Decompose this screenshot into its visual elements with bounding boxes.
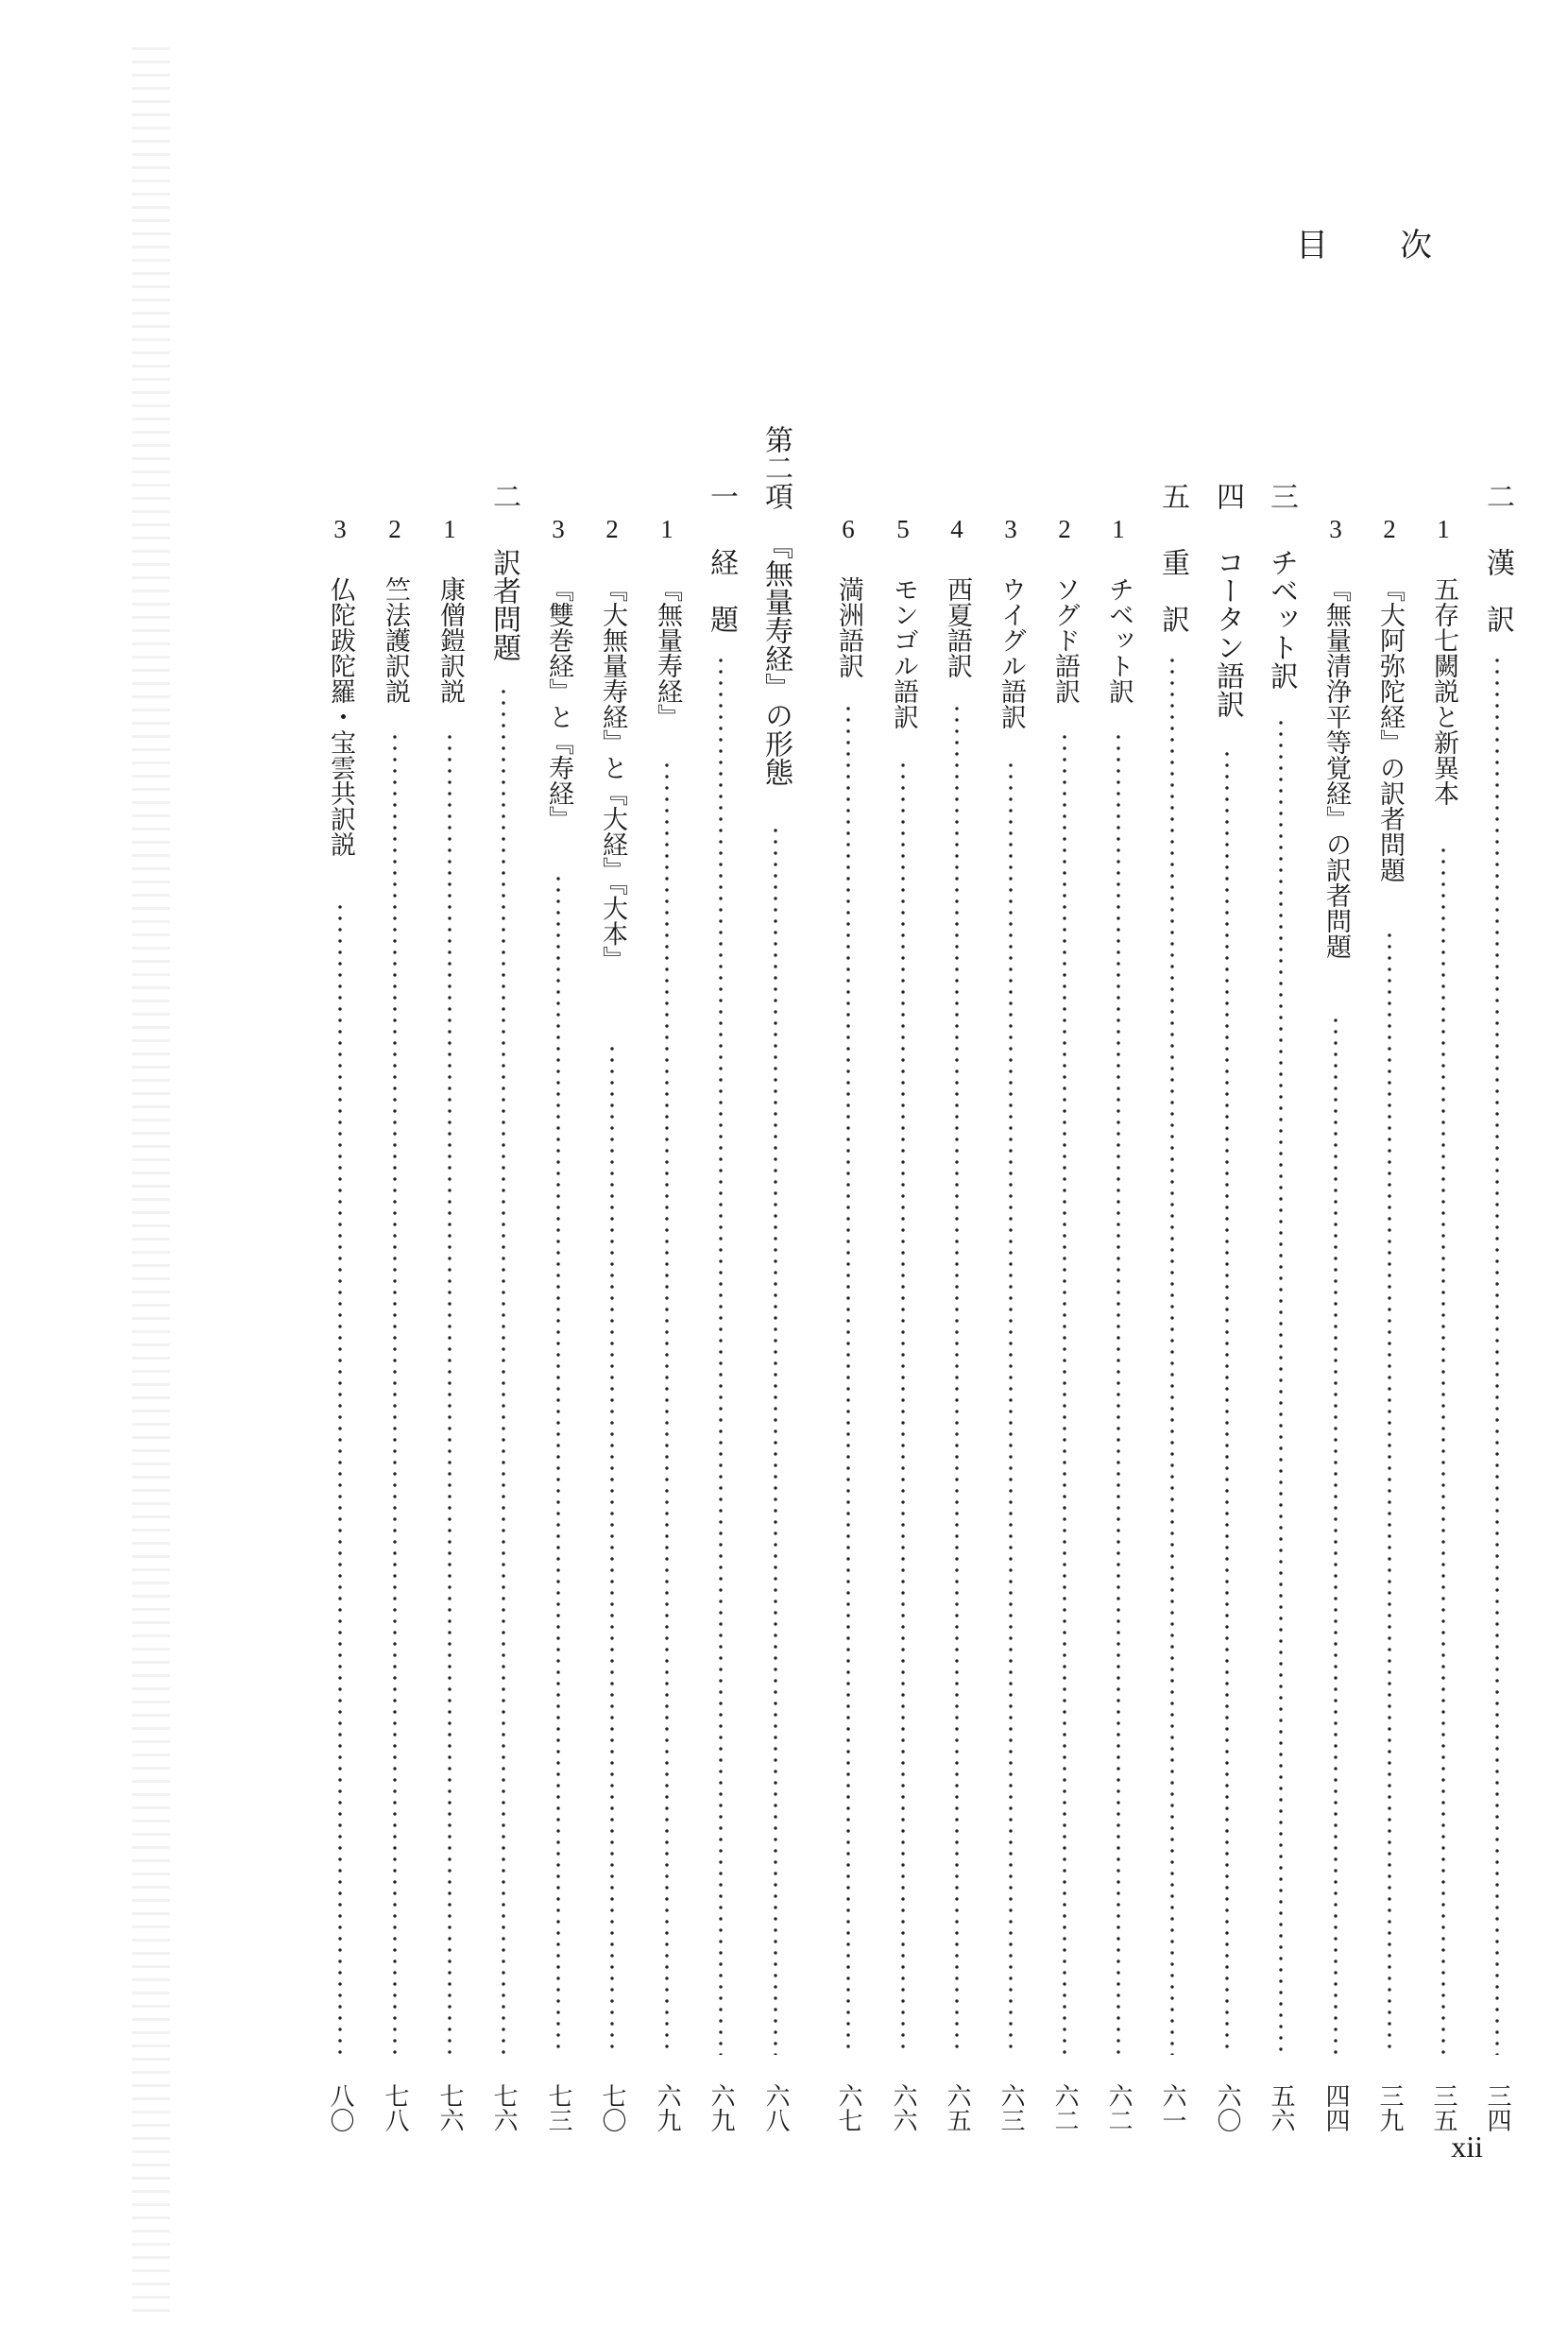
toc-leader-dots [1495, 655, 1499, 2055]
toc-entry[interactable] [1092, 0, 1145, 2344]
toc-leader-dots [502, 686, 505, 2055]
toc-page-number: 七六 [489, 2083, 518, 2132]
toc-entry-number: 1 [443, 515, 456, 543]
header-char-2: 次 [1400, 227, 1432, 265]
toc-entry-title: 『大阿弥陀経』の訳者問題 [1375, 576, 1405, 882]
toc-entry-number: 3 [1004, 515, 1017, 543]
toc-leader-dots [393, 731, 397, 2055]
toc-entry-title: 康僧鎧訳説 [435, 576, 465, 704]
toc-entry-number: 3 [333, 515, 347, 543]
toc-page-number: 六五 [943, 2083, 971, 2132]
toc-leader-dots [1334, 1015, 1338, 2055]
toc-leader-dots [338, 901, 342, 2055]
toc-entry[interactable] [822, 0, 875, 2344]
toc-entry[interactable] [930, 0, 983, 2344]
toc-entry-title: 訳者問題 [487, 548, 520, 661]
toc-leader-dots [1225, 748, 1229, 2055]
toc-page-number: 六八 [761, 2083, 790, 2132]
toc-entry-title: 漢 訳 [1481, 548, 1514, 633]
toc-entry[interactable] [1254, 0, 1307, 2344]
toc-leader-dots [846, 703, 850, 2055]
toc-entry[interactable] [1201, 0, 1253, 2344]
toc-entry-title: 『無量清浄平等覚経』の訳者問題 [1321, 576, 1351, 959]
toc-entry[interactable] [984, 0, 1037, 2344]
toc-page-number: 六二 [1104, 2083, 1133, 2132]
toc-page-number: 六三 [997, 2083, 1025, 2132]
toc-entry-title: 竺法護訳説 [381, 576, 410, 704]
toc-page-number: 七八 [381, 2083, 409, 2132]
toc-entry[interactable] [1471, 0, 1524, 2344]
toc-entry[interactable] [1146, 0, 1199, 2344]
toc-entry[interactable] [477, 0, 530, 2344]
toc-entry-number: 4 [950, 515, 963, 543]
toc-entry-title: 五存七闕説と新異本 [1429, 576, 1458, 806]
toc-entry-title: 『雙巻経』と『寿経』 [544, 576, 573, 831]
toc-page-number: 六〇 [1213, 2083, 1241, 2132]
toc-page-number: 三五 [1429, 2083, 1457, 2132]
toc-entry-title: モンゴル語訳 [889, 576, 918, 729]
toc-entry-number: 1 [1437, 515, 1450, 543]
toc-entry-number: 一 [705, 482, 738, 510]
toc-page-number: 七〇 [598, 2083, 626, 2132]
toc-entry-number: 2 [605, 515, 619, 543]
toc-leader-dots [610, 1043, 614, 2055]
toc-entry[interactable] [532, 0, 585, 2344]
toc-page-number: 六一 [1158, 2083, 1186, 2132]
toc-entry[interactable] [1363, 0, 1416, 2344]
toc-entry[interactable] [877, 0, 929, 2344]
toc-entry-title: 経 題 [705, 548, 738, 633]
toc-page-number: 四四 [1321, 2083, 1350, 2132]
toc-entry-title: チベット訳 [1265, 548, 1298, 690]
toc-entry-title: ウイグル語訳 [997, 576, 1026, 729]
toc-entry-title: チベット訳 [1104, 576, 1133, 704]
toc-page-number: 六七 [834, 2083, 862, 2132]
toc-entry-title: 『無量寿経』の形態 [759, 531, 793, 786]
toc-entry[interactable] [1038, 0, 1091, 2344]
toc-entry-title: コータン語訳 [1211, 548, 1244, 718]
toc-leader-dots [901, 760, 905, 2055]
toc-page-number: 六六 [889, 2083, 917, 2132]
toc-entry-number: 3 [552, 515, 565, 543]
toc-page-number: 三四 [1483, 2083, 1511, 2132]
toc-entry[interactable] [586, 0, 639, 2344]
toc-entry-number: 二 [1481, 482, 1514, 510]
toc-entry-title: 満洲語訳 [834, 576, 863, 678]
toc-entry-title: ソグド語訳 [1050, 576, 1080, 704]
toc-entry-number: 五 [1156, 482, 1189, 510]
toc-leader-dots [955, 703, 959, 2055]
toc-page-number: 七三 [544, 2083, 572, 2132]
toc-entry-number: 2 [1383, 515, 1396, 543]
toc-entry-number: 2 [388, 515, 401, 543]
toc-leader-dots [665, 760, 669, 2055]
toc-leader-dots [556, 873, 560, 2055]
toc-entry[interactable] [1417, 0, 1470, 2344]
toc-page-number: 六九 [707, 2083, 735, 2132]
toc-entry[interactable] [694, 0, 747, 2344]
toc-page-number: 七六 [435, 2083, 464, 2132]
toc-entry[interactable] [640, 0, 693, 2344]
toc-entry[interactable] [1309, 0, 1362, 2344]
toc-leader-dots [774, 825, 777, 2055]
toc-leader-dots [1279, 717, 1283, 2055]
toc-entry-number: 3 [1329, 515, 1342, 543]
toc-entry-number: 1 [1112, 515, 1125, 543]
toc-leader-dots [1388, 930, 1391, 2055]
toc-entry-title: 仏陀跋陀羅・宝雲共訳説 [326, 576, 355, 857]
toc-page-number: 三九 [1375, 2083, 1404, 2132]
toc-entry-number: 三 [1265, 482, 1298, 510]
toc-leader-dots [1170, 655, 1174, 2055]
toc-entry-title: 『無量寿経』 [653, 576, 682, 729]
toc-leader-dots [1116, 731, 1120, 2055]
toc-entry-number: 二 [487, 482, 520, 510]
toc-entry-title: 『大無量寿経』と『大経』『大本』 [598, 576, 627, 972]
toc-entry-number: 1 [660, 515, 673, 543]
toc-entry-number: 6 [842, 515, 855, 543]
toc-leader-dots [448, 731, 452, 2055]
toc-entry[interactable] [368, 0, 421, 2344]
toc-entry[interactable] [423, 0, 476, 2344]
toc-page-number: 六九 [653, 2083, 681, 2132]
toc-entry-number: 5 [896, 515, 910, 543]
toc-entry-number: 四 [1211, 482, 1244, 510]
toc-page-number: 六二 [1050, 2083, 1079, 2132]
toc-leader-dots [1009, 760, 1013, 2055]
toc-entry-title: 西夏語訳 [943, 576, 972, 678]
toc-leader-dots [1063, 731, 1066, 2055]
toc-entry[interactable] [314, 0, 366, 2344]
header-char-1: 目 [1296, 227, 1328, 265]
toc-entry-number: 2 [1058, 515, 1071, 543]
toc-entry-number: 第二項 [759, 425, 793, 510]
toc-entry[interactable] [749, 0, 802, 2344]
page-number: xii [1451, 2130, 1483, 2164]
toc-leader-dots [719, 655, 723, 2055]
toc-leader-dots [1441, 845, 1445, 2055]
toc-page-number: 五六 [1267, 2083, 1295, 2132]
toc-page-number: 八〇 [326, 2083, 354, 2132]
toc-entry-title: 重 訳 [1156, 548, 1189, 633]
